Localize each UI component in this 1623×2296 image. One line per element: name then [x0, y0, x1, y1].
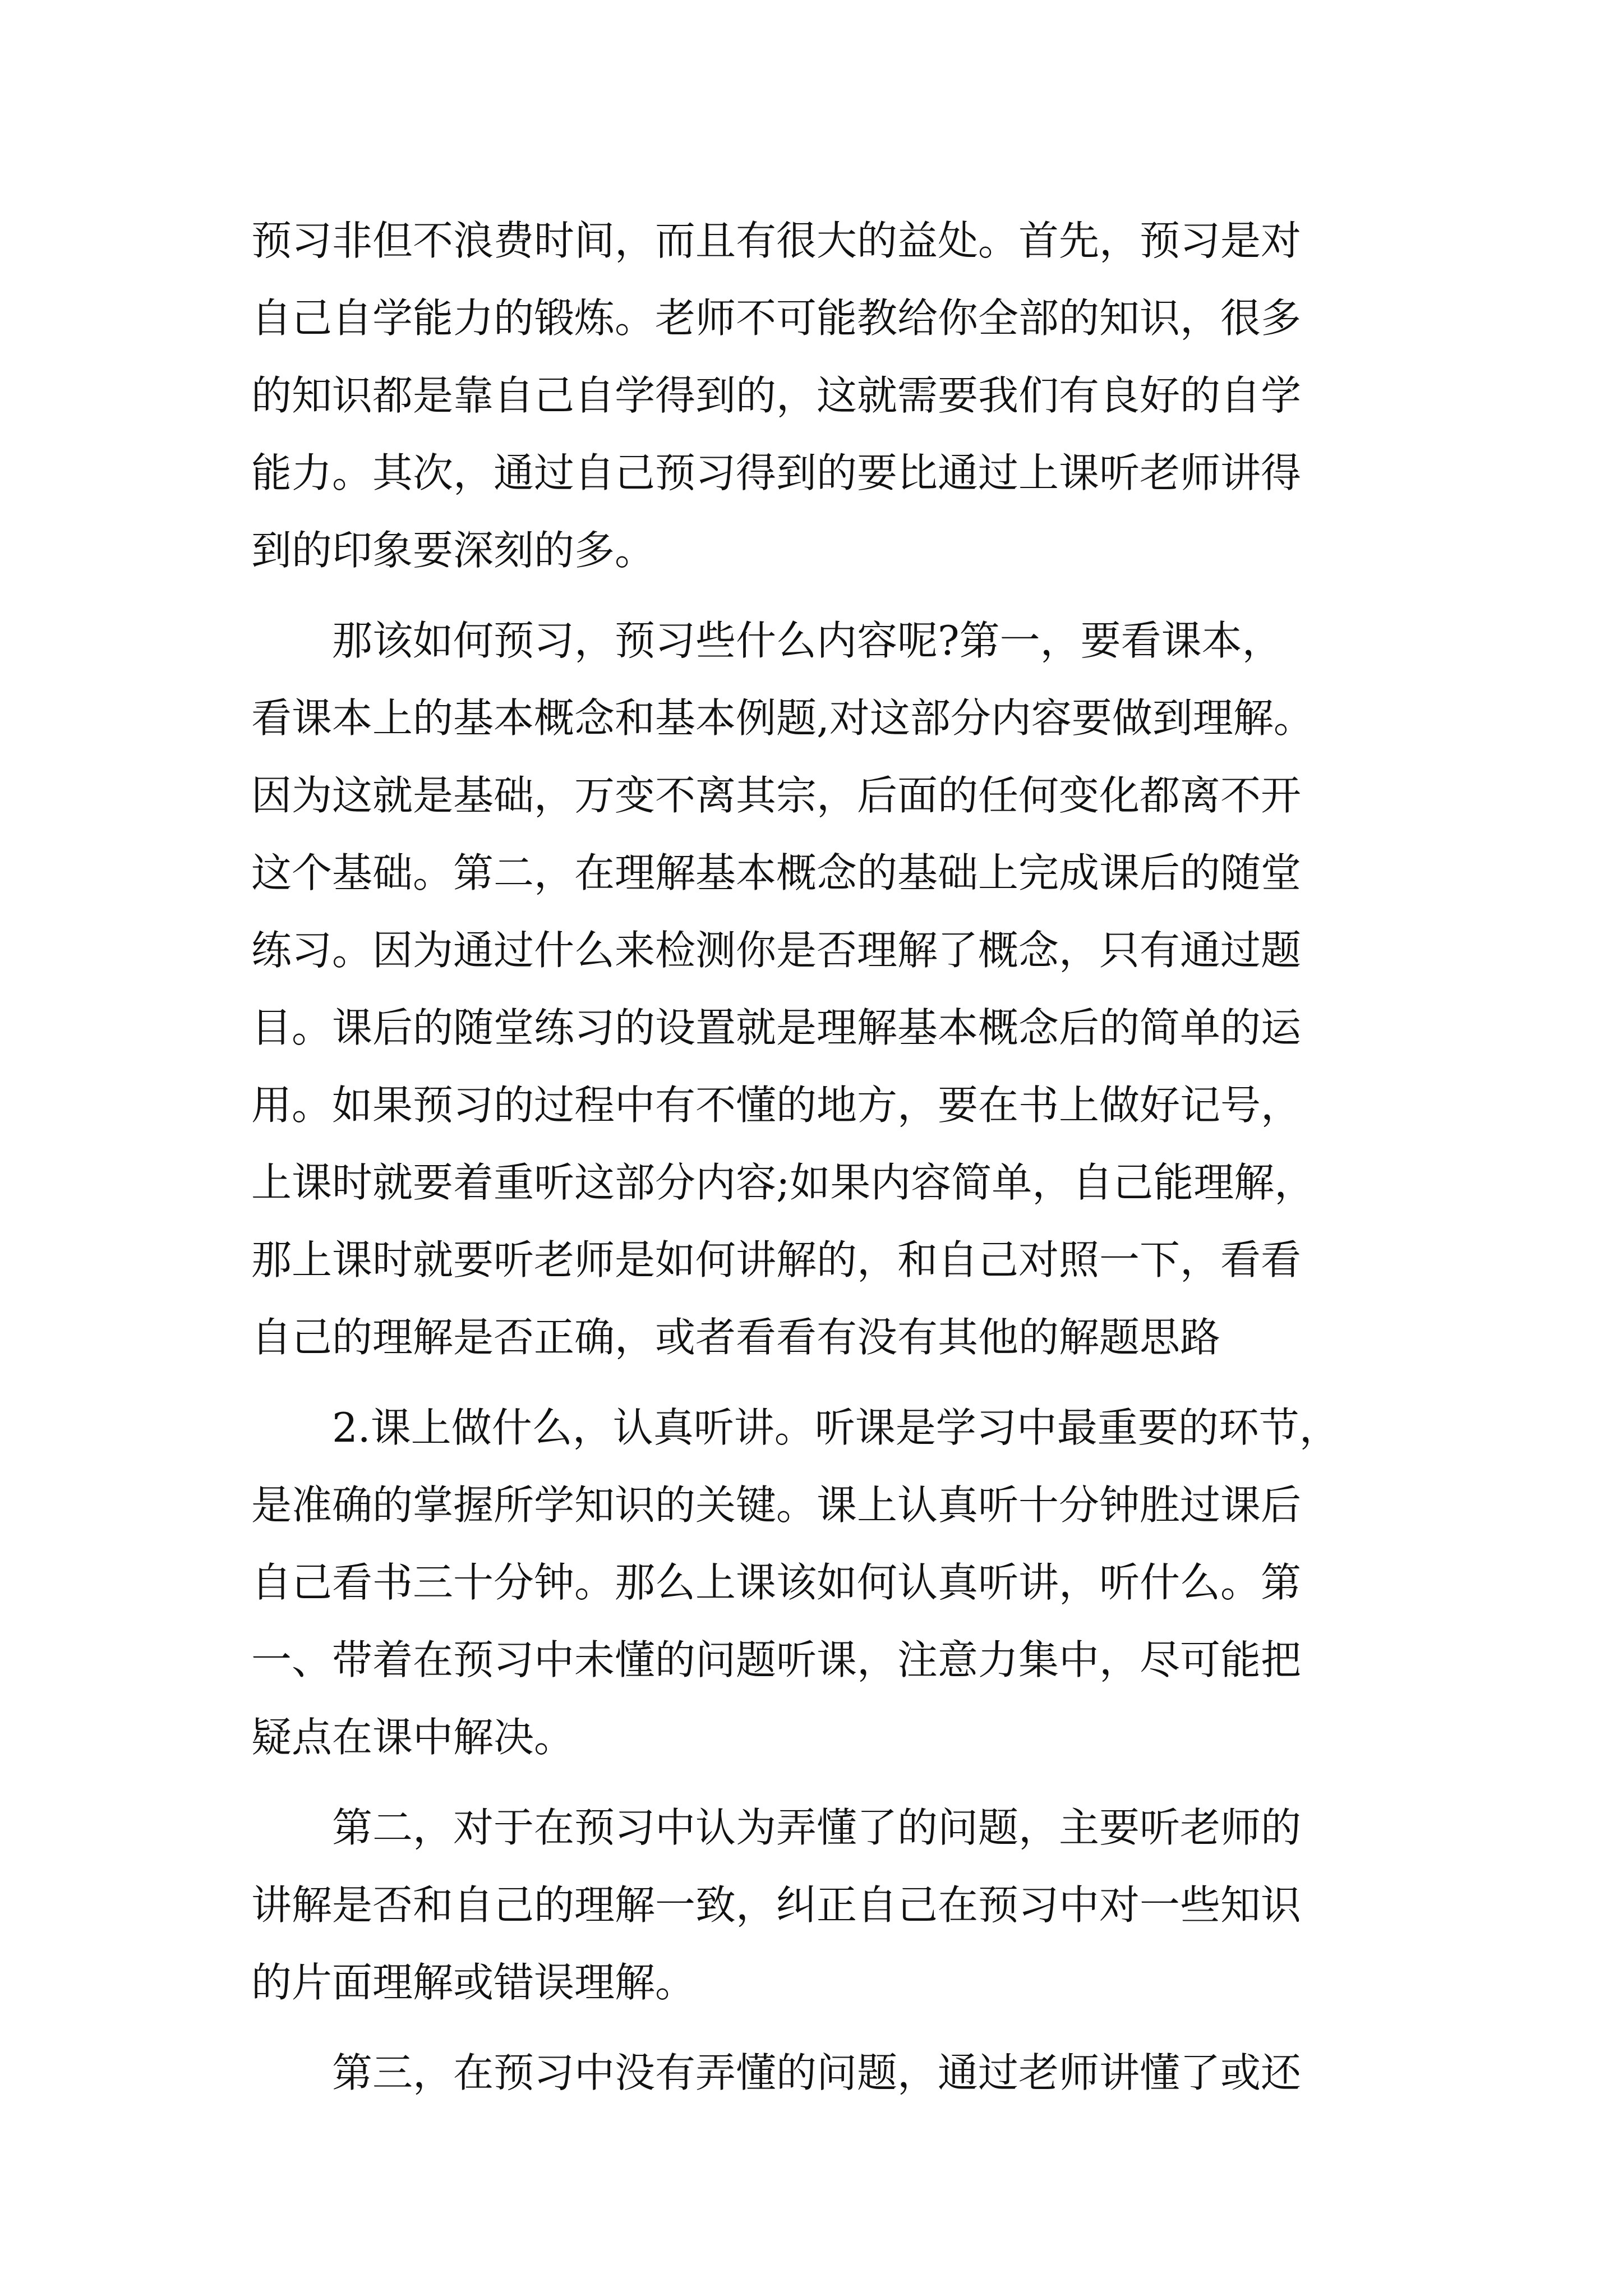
text-line: 疑点在课中解决。	[251, 1714, 575, 1761]
text-line: 预习非但不浪费时间，而且有很大的益处。首先，预习是对	[251, 217, 1302, 264]
text-line: 这个基础。第二，在理解基本概念的基础上完成课后的随堂	[251, 849, 1302, 896]
text-line: 看课本上的基本概念和基本例题,对这部分内容要做到理解。	[251, 694, 1314, 742]
text-line: 的片面理解或错误理解。	[251, 1959, 696, 2006]
text-line: 讲解是否和自己的理解一致，纠正自己在预习中对一些知识	[251, 1881, 1302, 1929]
paragraph-gap	[251, 1376, 1395, 1389]
text-line: 到的印象要深刻的多。	[251, 527, 656, 574]
text-line: 目。课后的随堂练习的设置就是理解基本概念后的简单的运	[251, 1004, 1302, 1051]
paragraph-gap	[251, 1776, 1395, 1789]
text-line: 因为这就是基础，万变不离其宗，后面的任何变化都离不开	[251, 772, 1302, 819]
text-line: 上课时就要着重听这部分内容;如果内容简单，自己能理解，	[251, 1159, 1315, 1206]
text-line: 第二，对于在预习中认为弄懂了的问题，主要听老师的	[251, 1804, 1302, 1851]
text-line: 2.课上做什么，认真听讲。听课是学习中最重要的环节，	[251, 1404, 1340, 1451]
body-text	[251, 202, 1395, 2111]
text-line: 自己自学能力的锻炼。老师不可能教给你全部的知识，很多	[251, 295, 1302, 342]
text-line: 练习。因为通过什么来检测你是否理解了概念，只有通过题	[251, 927, 1302, 974]
text-line: 自己看书三十分钟。那么上课该如何认真听讲，听什么。第	[251, 1559, 1302, 1606]
text-line: 是准确的掌握所学知识的关键。课上认真听十分钟胜过课后	[251, 1481, 1302, 1529]
paragraph-gap	[251, 589, 1395, 602]
text-line: 那上课时就要听老师是如何讲解的，和自己对照一下，看看	[251, 1236, 1302, 1283]
text-line: 自己的理解是否正确，或者看看有没有其他的解题思路	[251, 1314, 1221, 1361]
text-line: 那该如何预习，预习些什么内容呢?第一，要看课本，	[251, 617, 1283, 664]
text-line: 第三，在预习中没有弄懂的问题，通过老师讲懂了或还	[251, 2049, 1302, 2096]
paragraph-gap	[251, 2021, 1395, 2034]
text-line: 的知识都是靠自己自学得到的，这就需要我们有良好的自学	[251, 372, 1302, 419]
text-line: 能力。其次，通过自己预习得到的要比通过上课听老师讲得	[251, 449, 1302, 496]
text-line: 一、带着在预习中未懂的问题听课，注意力集中，尽可能把	[251, 1636, 1302, 1683]
text-line: 用。如果预习的过程中有不懂的地方，要在书上做好记号，	[251, 1082, 1302, 1129]
